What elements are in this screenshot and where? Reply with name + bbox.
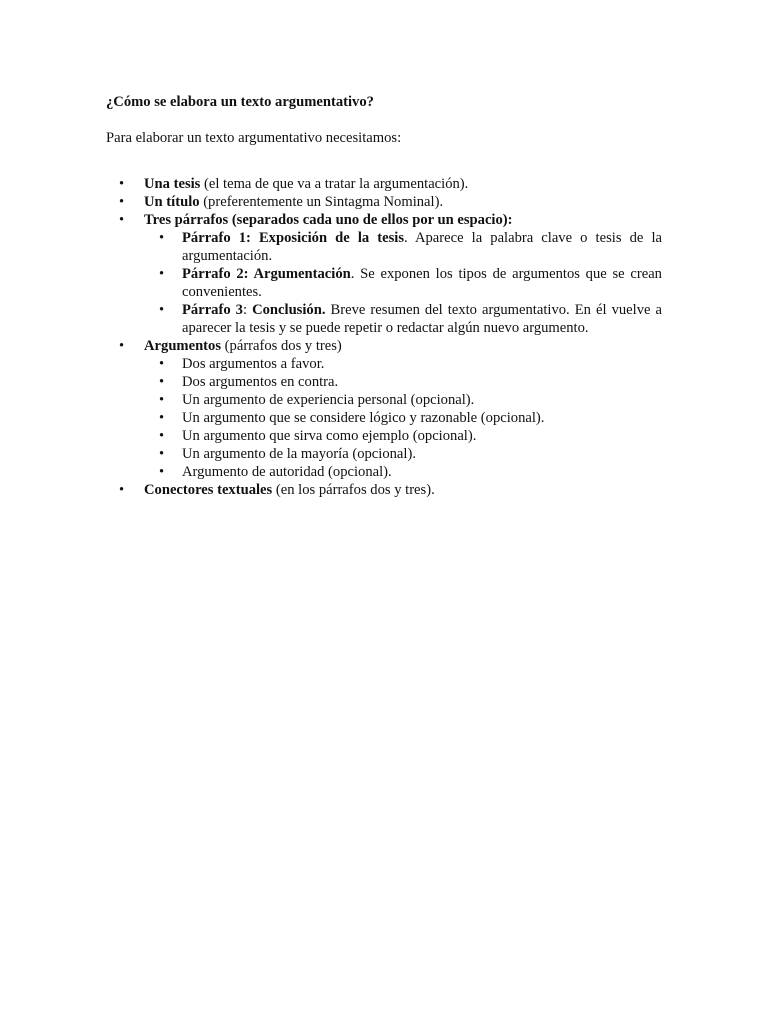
bullet-icon: • bbox=[159, 302, 165, 318]
subitem-bold-label: Párrafo 2: Argumentación bbox=[182, 266, 351, 282]
sublist-item-parrafo-2 bbox=[144, 265, 662, 301]
sublist-item bbox=[144, 373, 662, 391]
subitem-text: Un argumento que se considere lógico y razonable (opcional). bbox=[182, 410, 545, 426]
subitem-bold-label: Párrafo 1: Exposición de la tesis bbox=[182, 230, 405, 246]
bullet-icon: • bbox=[159, 410, 165, 426]
sublist-item bbox=[144, 391, 662, 409]
bullet-icon: • bbox=[159, 356, 165, 372]
item-text: (preferentemente un Sintagma Nominal). bbox=[199, 194, 444, 210]
list-item-argumentos bbox=[106, 337, 662, 481]
subitem-bold-label-2: Conclusión. bbox=[252, 302, 326, 318]
bullet-icon: • bbox=[119, 338, 125, 354]
bullet-icon: • bbox=[119, 212, 125, 228]
item-bold-label: Un título bbox=[144, 194, 200, 210]
item-bold-label: Argumentos bbox=[144, 338, 222, 354]
bullet-icon: • bbox=[119, 194, 125, 210]
bullet-icon: • bbox=[119, 482, 125, 498]
bullet-icon: • bbox=[159, 266, 165, 282]
list-item-tesis bbox=[106, 175, 662, 193]
sublist-item bbox=[144, 445, 662, 463]
subitem-text: Dos argumentos en contra. bbox=[182, 374, 339, 390]
bullet-icon: • bbox=[159, 392, 165, 408]
list-item-conectores bbox=[106, 481, 662, 499]
subitem-text: Un argumento de la mayoría (opcional). bbox=[182, 446, 416, 462]
sublist-item bbox=[144, 427, 662, 445]
item-text: (párrafos dos y tres) bbox=[221, 338, 342, 354]
subitem-text: . Aparece la palabra clave o tesis de la argumentación. bbox=[182, 230, 662, 264]
sublist-item bbox=[144, 355, 662, 373]
subitem-text: Dos argumentos a favor. bbox=[182, 356, 325, 372]
sublist-item bbox=[144, 463, 662, 481]
bullet-icon: • bbox=[159, 230, 165, 246]
bullet-icon: • bbox=[159, 428, 165, 444]
list-item-titulo bbox=[106, 193, 662, 211]
argumentos-sublist bbox=[144, 355, 662, 481]
bullet-icon: • bbox=[159, 464, 165, 480]
bullet-icon: • bbox=[159, 374, 165, 390]
list-item-parrafos bbox=[106, 211, 662, 337]
item-text: (en los párrafos dos y tres). bbox=[272, 482, 435, 498]
item-bold-label: Tres párrafos (separados cada uno de ellos por un espacio): bbox=[144, 212, 513, 228]
item-bold-label: Una tesis bbox=[144, 176, 201, 192]
parrafos-sublist bbox=[144, 229, 662, 337]
subitem-text: Un argumento que sirva como ejemplo (opcional). bbox=[182, 428, 477, 444]
sublist-item-parrafo-3 bbox=[144, 301, 662, 337]
subitem-text: . Se exponen los tipos de argumentos que se crean convenientes. bbox=[182, 266, 662, 300]
document-title: ¿Cómo se elabora un texto argumentativo? bbox=[106, 94, 374, 110]
requirements-list bbox=[106, 175, 662, 499]
item-bold-label: Conectores textuales bbox=[144, 482, 273, 498]
subitem-text: Un argumento de experiencia personal (opcional). bbox=[182, 392, 475, 408]
item-text: (el tema de que va a tratar la argumentación). bbox=[200, 176, 469, 192]
subitem-text: Breve resumen del texto argumentativo. En él vuelve a aparecer la tesis y se puede repetir o redactar algún nuevo argumento. bbox=[182, 302, 662, 336]
bullet-icon: • bbox=[159, 446, 165, 462]
subitem-text: Argumento de autoridad (opcional). bbox=[182, 464, 392, 480]
bullet-icon: • bbox=[119, 176, 125, 192]
intro-paragraph: Para elaborar un texto argumentativo necesitamos: bbox=[106, 130, 402, 146]
sublist-item bbox=[144, 409, 662, 427]
subitem-bold-label: Párrafo 3 bbox=[182, 302, 243, 318]
sublist-item-parrafo-1 bbox=[144, 229, 662, 265]
subitem-separator: : bbox=[242, 302, 253, 318]
